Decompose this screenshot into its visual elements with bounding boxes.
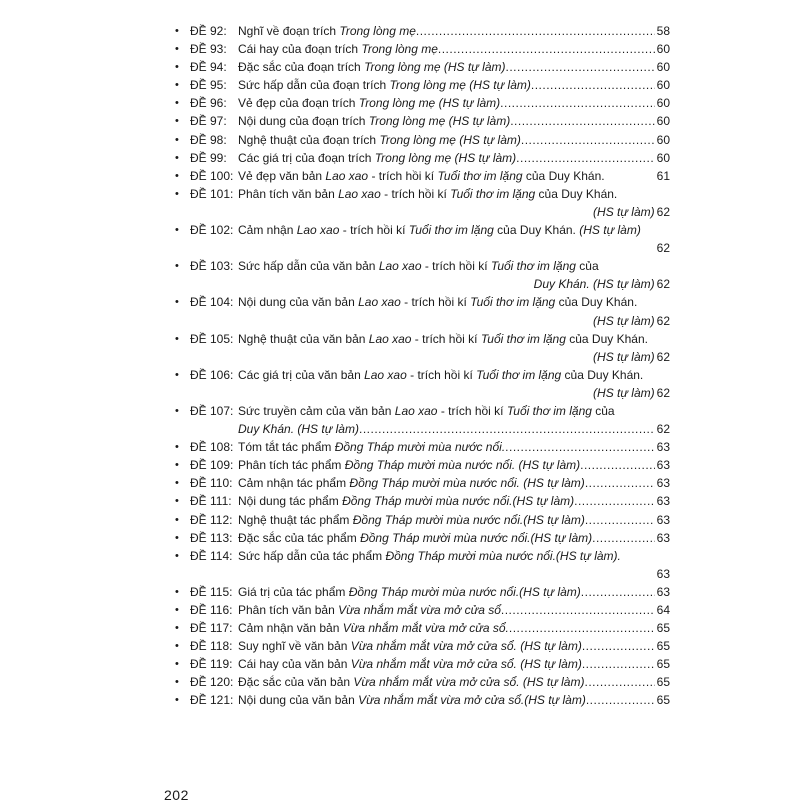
entry-title: [190, 583, 581, 601]
entry-text-tail: - trích hồi kí: [368, 168, 438, 183]
toc-entry: [174, 40, 670, 58]
entry-number: ĐỀ 116:: [190, 603, 233, 617]
page-ref: 60: [656, 96, 670, 111]
entry-work-title: Đồng Tháp mười mùa nước nổi.(HS tự làm): [348, 584, 581, 599]
entry-number: ĐỀ 92:: [190, 24, 227, 38]
toc-entry: [174, 474, 670, 492]
entry-number: ĐỀ 94:: [190, 60, 227, 75]
entry-number: ĐỀ 103:: [190, 259, 234, 274]
toc-entry: [174, 366, 670, 402]
page-ref: 61: [656, 168, 670, 183]
bullet-icon: •: [175, 61, 179, 74]
entry-title: [190, 40, 438, 58]
entry-text: Vẻ đẹp văn bản: [238, 168, 326, 183]
entry-continuation: (HS tự làm): [593, 313, 655, 328]
toc-entry: [174, 456, 670, 474]
entry-work-title: Vừa nhắm mắt vừa mở cửa sổ: [338, 603, 501, 617]
toc-entry: [174, 637, 670, 655]
page-ref: 62: [656, 349, 670, 364]
bullet-icon: •: [175, 658, 179, 671]
dot-leader: [438, 40, 655, 58]
entry-author: của Duy Khán.: [561, 367, 644, 382]
entry-number: ĐỀ 108:: [190, 440, 234, 455]
entry-author: của Duy Khán.: [522, 168, 605, 183]
entry-number: ĐỀ 120:: [190, 675, 234, 690]
entry-title: [190, 691, 586, 709]
entry-work-title: Lao xao: [296, 223, 340, 238]
entry-text-tail: - trích hồi kí: [380, 186, 451, 201]
dot-leader: [505, 438, 654, 456]
entry-number: ĐỀ 113:: [190, 530, 233, 545]
dot-leader: [585, 474, 655, 492]
bullet-icon: •: [175, 133, 179, 146]
entry-work-title: Vừa nhắm mắt vừa mở cửa sổ. (HS tự làm): [353, 675, 585, 690]
toc-entry: [174, 22, 670, 40]
entry-number: ĐỀ 112:: [190, 512, 233, 527]
bullet-icon: •: [175, 296, 179, 309]
page-ref: 63: [656, 494, 670, 509]
entry-text: Đặc sắc của đoạn trích: [238, 60, 365, 75]
page-number: 202: [164, 787, 189, 803]
entry-work-title: Trong lòng mẹ: [361, 42, 438, 57]
entry-text: Tóm tắt tác phẩm: [238, 440, 335, 455]
toc-entry: [174, 112, 670, 130]
entry-work-title: Vừa nhắm mắt vừa mở cửa sổ.(HS tự làm): [358, 693, 586, 708]
dot-leader: [585, 511, 655, 529]
page-ref: 65: [656, 621, 670, 636]
entry-author: của: [591, 403, 615, 418]
dot-leader: [582, 655, 655, 673]
entry-title: [190, 474, 585, 492]
entry-source-title: Tuổi thơ im lặng: [476, 367, 562, 382]
entry-work-title: Đồng Tháp mười mùa nước nổi. (HS tự làm): [349, 476, 585, 491]
entry-number: ĐỀ 93:: [190, 42, 227, 57]
page-ref: 60: [656, 132, 670, 147]
entry-title: [190, 492, 574, 510]
entry-title: [190, 402, 615, 420]
bullet-icon: •: [175, 604, 179, 616]
entry-author: của Duy Khán.: [535, 186, 618, 201]
entry-title: [190, 637, 582, 655]
dot-leader: [531, 76, 655, 94]
entry-text: Nội dung của văn bản: [238, 295, 359, 310]
entry-text: Sức hấp dẫn của tác phẩm: [238, 548, 386, 563]
entry-title: [190, 185, 617, 203]
entry-author: của Duy Khán.: [493, 223, 580, 238]
entry-text: Suy nghĩ về văn bản: [238, 639, 351, 654]
bullet-icon: •: [175, 332, 179, 345]
bullet-icon: •: [175, 477, 179, 490]
entry-title: [190, 131, 521, 149]
entry-number: ĐỀ 99:: [190, 150, 227, 165]
entry-source-title: Tuổi thơ im lặng: [437, 168, 523, 183]
entry-number: ĐỀ 107:: [190, 403, 234, 418]
entry-text-tail: - trích hồi kí: [437, 403, 507, 418]
entry-author: của Duy Khán.: [565, 331, 648, 346]
dot-leader: [509, 619, 655, 637]
dot-leader: [574, 492, 655, 510]
dot-leader: [586, 691, 655, 709]
dot-leader: [592, 529, 655, 547]
entry-number: ĐỀ 98:: [190, 132, 227, 147]
page-ref: 58: [656, 24, 670, 38]
entry-work-title: Lao xao: [368, 331, 412, 346]
page-ref: 63: [656, 476, 670, 491]
page-ref: 62: [656, 204, 670, 219]
entry-title: [190, 366, 643, 384]
entry-text: Nghệ thuật của đoạn trích: [238, 132, 380, 147]
toc-entry: [174, 330, 670, 366]
toc-entry: [174, 601, 670, 619]
entry-title: [190, 601, 501, 619]
toc-entry: [174, 167, 670, 185]
entry-title: [190, 112, 510, 130]
page-ref: 63: [656, 458, 670, 473]
page-ref: 60: [656, 150, 670, 165]
entry-number: ĐỀ 109:: [190, 458, 234, 473]
entry-title: [190, 76, 531, 94]
page-ref: 63: [656, 530, 670, 545]
page-ref: 65: [656, 675, 670, 690]
entry-text-tail: - trích hồi kí: [400, 295, 471, 310]
entry-title: [190, 22, 416, 40]
page-ref: 65: [656, 639, 670, 654]
entry-work-title: Lao xao: [394, 403, 438, 418]
entry-number: ĐỀ 102:: [190, 223, 234, 238]
entry-work-title: Đồng Tháp mười mùa nước nổi.(HS tự làm): [342, 494, 575, 509]
entry-text-tail: - trích hồi kí: [406, 367, 477, 382]
toc-entry: [174, 673, 670, 691]
entry-number: ĐỀ 117:: [190, 621, 233, 636]
toc-entry: [174, 691, 670, 709]
entry-work-title: Trong lòng mẹ (HS tự làm): [358, 96, 501, 111]
bullet-icon: •: [175, 151, 179, 164]
entry-text: Phân tích tác phẩm: [238, 458, 345, 473]
entry-source-title: Tuổi thơ im lặng: [450, 186, 536, 201]
entry-source-title: Tuổi thơ im lặng: [506, 403, 592, 418]
entry-text-tail: - trích hồi kí: [411, 331, 481, 346]
entry-title: [190, 330, 648, 348]
entry-title: [190, 58, 506, 76]
entry-source-title: Tuổi thơ im lặng: [408, 223, 494, 238]
toc-entry: [174, 619, 670, 637]
entry-text: Vẻ đẹp của đoạn trích: [238, 96, 359, 111]
entry-source-title: Tuổi thơ im lặng: [470, 295, 556, 310]
entry-work-title: Lao xao: [325, 168, 369, 183]
toc-entry: [174, 131, 670, 149]
entry-title: [190, 94, 500, 112]
entry-source-title: Tuổi thơ im lặng: [490, 259, 576, 274]
page-ref: 63: [656, 512, 670, 527]
bullet-icon: •: [175, 169, 179, 182]
entry-work-title: Vừa nhắm mắt vừa mở cửa sổ.: [342, 621, 509, 636]
entry-continuation: Duy Khán. (HS tự làm): [533, 277, 655, 292]
entry-work-title: Trong lòng mẹ (HS tự làm): [364, 60, 506, 75]
bullet-icon: •: [175, 187, 179, 200]
entry-work-title: Lao xao: [378, 259, 422, 274]
entry-author: của Duy Khán.: [555, 295, 638, 310]
entry-text: Nội dung của đoạn trích: [238, 114, 369, 129]
entry-title: [190, 293, 637, 311]
entry-text: Nội dung tác phẩm: [238, 494, 343, 509]
toc-entry: [174, 402, 670, 438]
entry-work-title: Đồng Tháp mười mùa nước nổi.: [334, 440, 506, 455]
dot-leader: [501, 601, 655, 619]
entry-number: ĐỀ 121:: [190, 693, 234, 708]
entry-title: [190, 456, 580, 474]
entry-title: [190, 619, 509, 637]
dot-leader: [582, 637, 655, 655]
entry-text-tail: - trích hồi kí: [339, 223, 409, 238]
toc-entry: [174, 221, 670, 257]
bullet-icon: •: [175, 368, 179, 381]
entry-work-title: Trong lòng mẹ: [339, 24, 416, 38]
dot-leader: [359, 420, 655, 438]
page-ref: 60: [656, 114, 670, 129]
entry-title: [190, 221, 641, 239]
bullet-icon: •: [175, 25, 179, 37]
page-ref: 63: [656, 584, 670, 599]
toc-entry: [174, 149, 670, 167]
page-ref: 62: [656, 241, 670, 256]
page-ref: 65: [656, 693, 670, 708]
entry-text: Phân tích văn bản: [238, 603, 339, 617]
bullet-icon: •: [175, 585, 179, 598]
dot-leader: [581, 583, 655, 601]
bullet-icon: •: [175, 549, 179, 562]
dot-leader: [510, 112, 654, 130]
entry-number: ĐỀ 95:: [190, 78, 227, 93]
bullet-icon: •: [175, 97, 179, 110]
toc-entry: [174, 58, 670, 76]
entry-work-title: Trong lòng mẹ (HS tự làm): [368, 114, 511, 129]
toc-entry: [174, 547, 670, 583]
entry-work-title: Trong lòng mẹ (HS tự làm): [374, 150, 517, 165]
page-ref: 62: [656, 277, 670, 292]
dot-leader: [521, 131, 655, 149]
entry-title: [190, 149, 516, 167]
entry-text: Sức hấp dẫn của văn bản: [238, 259, 379, 274]
dot-leader: [516, 149, 654, 167]
bullet-icon: •: [175, 676, 179, 689]
entry-number: ĐỀ 118:: [190, 639, 233, 654]
entry-number: ĐỀ 111:: [190, 494, 232, 509]
toc-entry: [174, 438, 670, 456]
bullet-icon: •: [175, 459, 179, 472]
entry-work-title: Đồng Tháp mười mùa nước nổi. (HS tự làm): [344, 458, 581, 473]
entry-text: Nghệ thuật của văn bản: [238, 331, 369, 346]
entry-text: Phân tích văn bản: [238, 186, 339, 201]
bullet-icon: •: [175, 79, 179, 92]
entry-continuation: (HS tự làm): [593, 385, 655, 400]
entry-continuation: (HS tự làm): [593, 349, 655, 364]
entry-number: ĐỀ 96:: [190, 96, 227, 111]
toc-entry: [174, 94, 670, 112]
entry-number: ĐỀ 119:: [190, 657, 233, 672]
toc-entry: [174, 257, 670, 293]
entry-work-title: Vừa nhắm mắt vừa mở cửa sổ. (HS tự làm): [350, 657, 582, 672]
entry-text: Nội dung của văn bản: [238, 693, 359, 708]
page-ref: 62: [656, 385, 670, 400]
entry-work-title: Đồng Tháp mười mùa nước nổi.(HS tự làm): [360, 530, 593, 545]
entry-text: Giá trị của tác phẩm: [238, 584, 349, 599]
page-ref: 65: [656, 657, 670, 672]
entry-text: Cảm nhận tác phẩm: [238, 476, 350, 491]
page-ref: 60: [656, 42, 670, 57]
entry-text: Nghệ thuật tác phẩm: [238, 512, 353, 527]
entry-number: ĐỀ 97:: [190, 114, 227, 129]
entry-continuation: Duy Khán. (HS tự làm): [238, 422, 359, 437]
entry-author: của: [575, 259, 599, 274]
bullet-icon: •: [175, 115, 179, 128]
entry-text: Sức hấp dẫn của đoạn trích: [238, 78, 390, 93]
entry-title: [190, 438, 505, 456]
entry-text: Sức truyền cảm của văn bản: [238, 403, 395, 418]
page-ref: 60: [656, 78, 670, 93]
dot-leader: [500, 94, 654, 112]
toc-entry: [174, 293, 670, 329]
entry-number: ĐỀ 105:: [190, 331, 234, 346]
entry-text: Đặc sắc của tác phẩm: [238, 530, 361, 545]
dot-leader: [506, 58, 655, 76]
page-ref: 63: [656, 440, 670, 455]
page-ref: 62: [656, 422, 670, 437]
toc-entry: [174, 583, 670, 601]
bullet-icon: •: [175, 640, 179, 653]
entry-number: ĐỀ 104:: [190, 295, 234, 310]
entry-work-title: Vừa nhắm mắt vừa mở cửa sổ. (HS tự làm): [350, 639, 582, 654]
dot-leader: [584, 673, 654, 691]
page-ref: 60: [656, 60, 670, 75]
entry-note: (HS tự làm): [579, 223, 641, 238]
entry-title: [190, 655, 582, 673]
page-ref: 63: [656, 566, 670, 581]
entry-work-title: Lao xao: [364, 367, 407, 382]
toc-entry: [174, 76, 670, 94]
entry-work-title: Lao xao: [358, 295, 401, 310]
entry-continuation: (HS tự làm): [593, 204, 655, 219]
bullet-icon: •: [175, 224, 179, 237]
entry-number: ĐỀ 110:: [190, 476, 233, 491]
entry-title: [190, 511, 585, 529]
entry-text: Nghĩ về đoạn trích: [238, 24, 340, 38]
entry-text: Đặc sắc của văn bản: [238, 675, 354, 690]
entry-work-title: Lao xao: [338, 186, 381, 201]
bullet-icon: •: [175, 43, 179, 56]
bullet-icon: •: [175, 260, 179, 273]
entry-text: Cảm nhận văn bản: [238, 621, 343, 636]
entry-work-title: Đồng Tháp mười mùa nước nổi.(HS tự làm): [352, 512, 585, 527]
bullet-icon: •: [175, 404, 179, 417]
entry-number: ĐỀ 114:: [190, 548, 233, 563]
table-of-contents: [174, 22, 670, 710]
entry-text: Cái hay của văn bản: [238, 657, 351, 672]
entry-text: Các giá trị của đoạn trích: [238, 150, 375, 165]
entry-title: [190, 257, 599, 275]
page-ref: 64: [656, 603, 670, 617]
bullet-icon: •: [175, 495, 179, 508]
entry-title: [190, 547, 621, 565]
bullet-icon: •: [175, 441, 179, 454]
entry-text: Cảm nhận: [238, 223, 297, 238]
toc-entry: [174, 511, 670, 529]
bullet-icon: •: [175, 694, 179, 707]
entry-title: [190, 167, 605, 185]
toc-entry: [174, 185, 670, 221]
dot-leader: [416, 22, 655, 40]
toc-entry: [174, 492, 670, 510]
entry-work-title: Trong lòng mẹ (HS tự làm): [389, 78, 531, 93]
entry-text: Cái hay của đoạn trích: [238, 42, 362, 57]
entry-number: ĐỀ 100:: [190, 168, 234, 183]
dot-leader: [580, 456, 655, 474]
entry-title: [190, 673, 584, 691]
entry-work-title: Đồng Tháp mười mùa nước nổi.(HS tự làm).: [385, 548, 621, 563]
entry-number: ĐỀ 101:: [190, 186, 234, 201]
toc-entry: [174, 529, 670, 547]
page-ref: 62: [656, 313, 670, 328]
entry-number: ĐỀ 106:: [190, 367, 234, 382]
entry-source-title: Tuổi thơ im lặng: [480, 331, 566, 346]
entry-work-title: Trong lòng mẹ (HS tự làm): [379, 132, 521, 147]
bullet-icon: •: [175, 622, 179, 635]
entry-title: [190, 529, 592, 547]
bullet-icon: •: [175, 513, 179, 526]
entry-text: Các giá trị của văn bản: [238, 367, 365, 382]
entry-text-tail: - trích hồi kí: [421, 259, 491, 274]
toc-entry: [174, 655, 670, 673]
bullet-icon: •: [175, 531, 179, 544]
entry-number: ĐỀ 115:: [190, 584, 233, 599]
